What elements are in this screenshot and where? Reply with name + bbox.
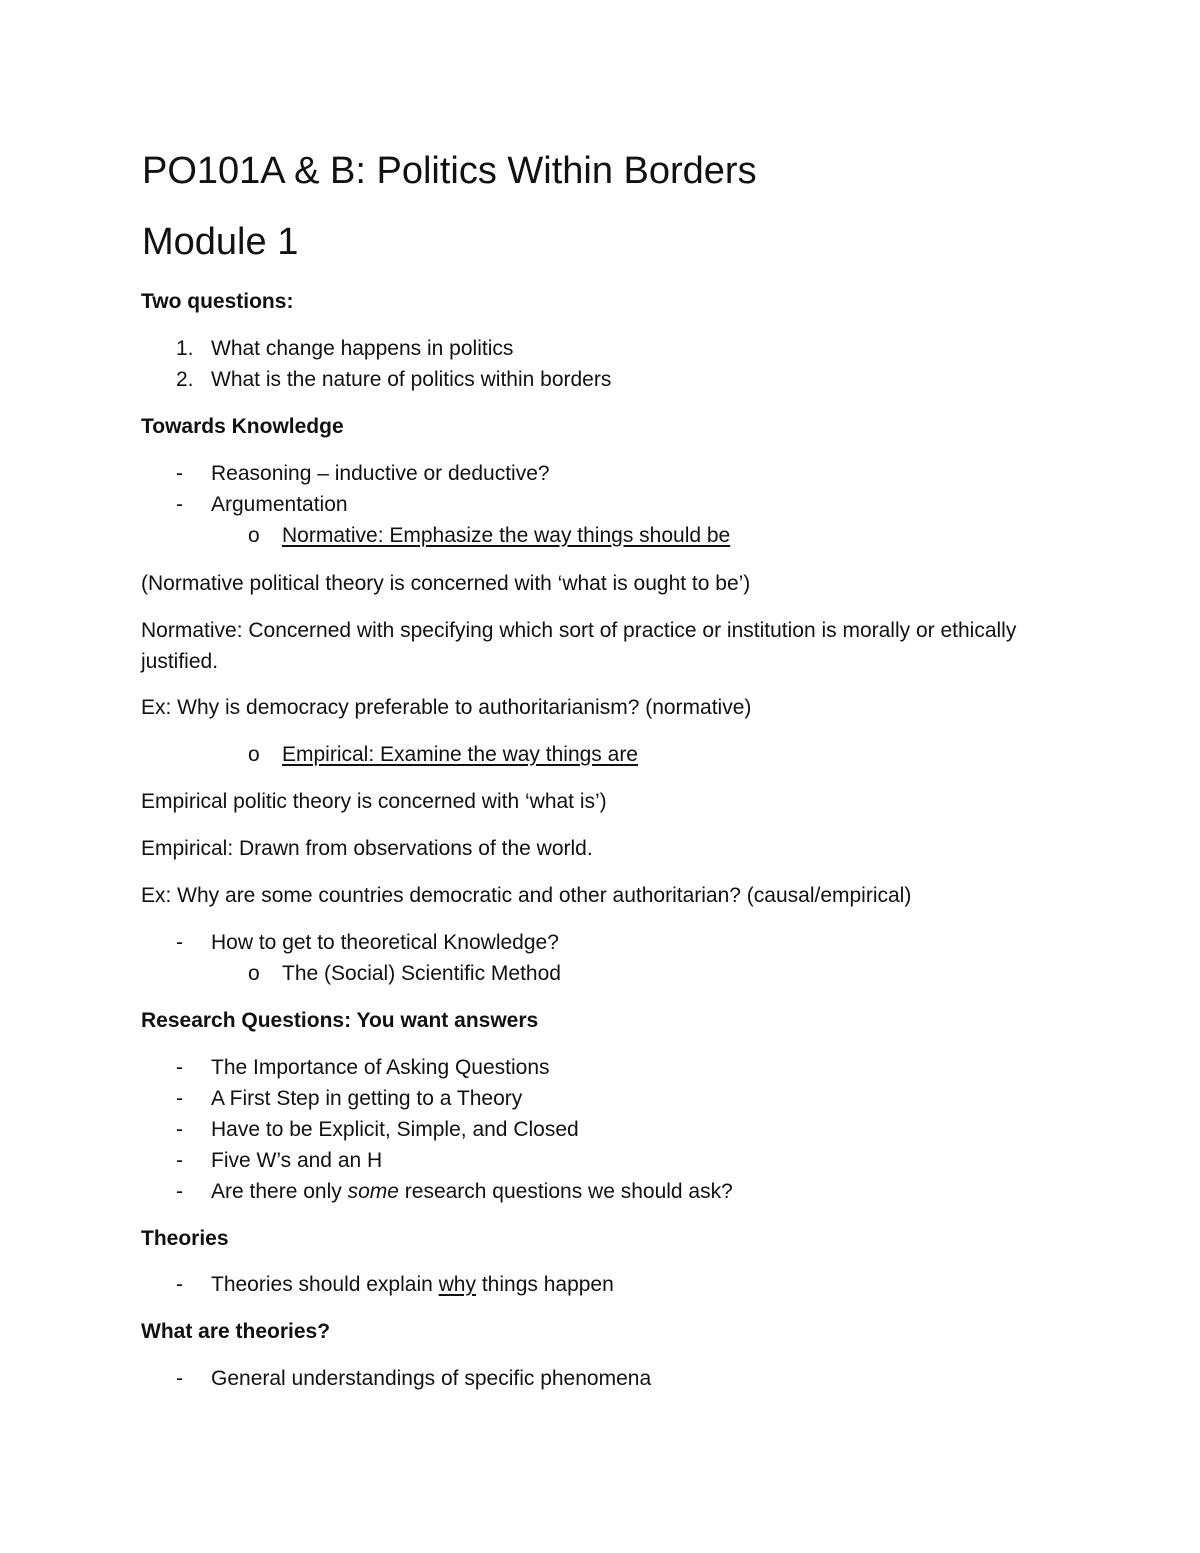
- what-are-theories-heading: What are theories?: [141, 1320, 331, 1343]
- dash-bullet: -: [176, 462, 183, 485]
- paragraph: Normative: Concerned with specifying which sort of practice or institution is morally or ethically: [141, 619, 1017, 642]
- bullet-text: [211, 1271, 614, 1299]
- dash-bullet: -: [176, 1118, 183, 1141]
- circle-bullet: o: [248, 962, 260, 985]
- dash-bullet: -: [176, 1056, 183, 1079]
- bullet-text: A First Step in getting to a Theory: [211, 1087, 523, 1110]
- text-run: things happen: [476, 1273, 614, 1296]
- bullet-text: How to get to theoretical Knowledge?: [211, 931, 559, 954]
- text-run: Are there only: [211, 1180, 348, 1203]
- paragraph-continuation: justified.: [141, 650, 219, 673]
- list-item-text: What change happens in politics: [211, 337, 514, 360]
- towards-knowledge-heading: Towards Knowledge: [141, 415, 344, 438]
- list-number: 1.: [176, 337, 194, 360]
- bullet-text: Five W’s and an H: [211, 1149, 383, 1172]
- paragraph: (Normative political theory is concerned with ‘what is ought to be’): [141, 572, 751, 595]
- two-questions-heading: Two questions:: [141, 290, 294, 313]
- document-title: PO101A & B: Politics Within Borders: [142, 150, 757, 192]
- circle-bullet: o: [248, 743, 260, 766]
- dash-bullet: -: [176, 1180, 183, 1203]
- theories-heading: Theories: [141, 1227, 229, 1250]
- italic-emphasis: some: [347, 1180, 399, 1203]
- paragraph: Empirical politic theory is concerned with ‘what is’): [141, 790, 607, 813]
- bullet-text: The Importance of Asking Questions: [211, 1056, 550, 1079]
- list-number: 2.: [176, 368, 194, 391]
- dash-bullet: -: [176, 931, 183, 954]
- bullet-text: General understandings of specific phenomena: [211, 1367, 652, 1390]
- example-paragraph: Ex: Why is democracy preferable to authoritarianism? (normative): [141, 696, 752, 719]
- dash-bullet: -: [176, 1273, 183, 1296]
- module-heading: Module 1: [142, 221, 299, 263]
- dash-bullet: -: [176, 1087, 183, 1110]
- bullet-text: [211, 1178, 733, 1206]
- text-run: research questions we should ask?: [398, 1180, 733, 1203]
- dash-bullet: -: [176, 493, 183, 516]
- bullet-text: Reasoning – inductive or deductive?: [211, 462, 550, 485]
- example-paragraph: Ex: Why are some countries democratic and other authoritarian? (causal/empirical): [141, 884, 912, 907]
- dash-bullet: -: [176, 1149, 183, 1172]
- dash-bullet: -: [176, 1367, 183, 1390]
- empirical-definition: Empirical: Examine the way things are: [282, 743, 638, 766]
- list-item-text: What is the nature of politics within borders: [211, 368, 612, 391]
- underlined-emphasis: why: [438, 1273, 476, 1296]
- bullet-text: Have to be Explicit, Simple, and Closed: [211, 1118, 579, 1141]
- normative-definition: Normative: Emphasize the way things should be: [282, 524, 731, 547]
- research-questions-heading: Research Questions: You want answers: [141, 1009, 539, 1032]
- sub-bullet-text: The (Social) Scientific Method: [282, 962, 561, 985]
- paragraph: Empirical: Drawn from observations of the world.: [141, 837, 593, 860]
- bullet-text: Argumentation: [211, 493, 348, 516]
- text-run: Theories should explain: [211, 1273, 439, 1296]
- circle-bullet: o: [248, 524, 260, 547]
